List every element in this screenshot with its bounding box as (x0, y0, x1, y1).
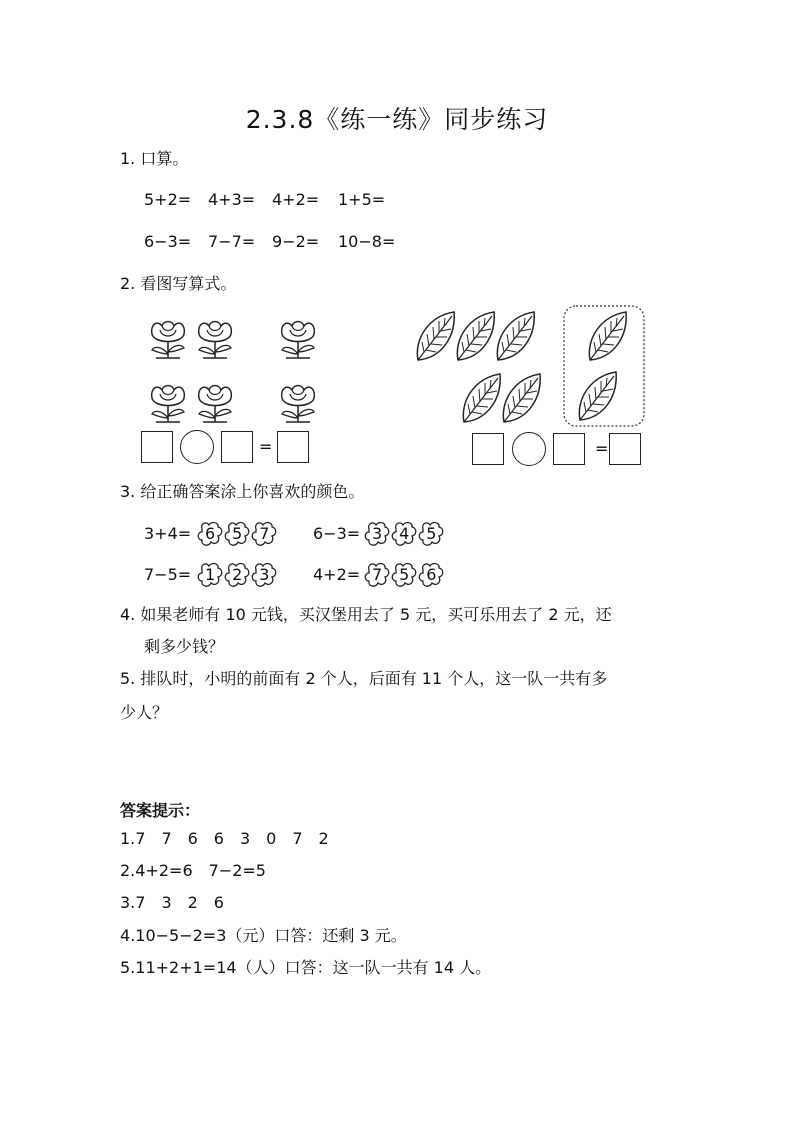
expr: 7−5= (144, 565, 192, 584)
flower-illustration (140, 318, 340, 428)
flower-icon (152, 322, 185, 359)
operator-circle[interactable] (180, 430, 214, 464)
question-2-label: 2. 看图写算式。 (120, 274, 237, 293)
flower-icon (199, 386, 232, 423)
answer-line: 5.11+2+1=14（人）口答：这一队一共有 14 人。 (120, 958, 492, 977)
answer-option[interactable]: 2 (226, 563, 248, 587)
answer-option[interactable]: 3 (253, 563, 275, 587)
answer-box[interactable] (609, 433, 641, 465)
expr: 1+5= (338, 190, 386, 209)
leaf-icon (503, 374, 540, 422)
question-1-label: 1. 口算。 (120, 149, 189, 168)
leaf-icon (457, 312, 494, 360)
answer-box[interactable] (141, 431, 173, 463)
answer-line: 2.4+2=6 7−2=5 (120, 861, 266, 880)
answer-option[interactable]: 6 (420, 563, 442, 587)
expr: 3+4= (144, 524, 192, 543)
answer-option[interactable]: 1 (199, 563, 221, 587)
leaf-icon (497, 312, 534, 360)
leaf-icon (417, 312, 454, 360)
expr: 4+2= (272, 190, 320, 209)
leaf-icon (589, 312, 626, 360)
expr: 7−7= (208, 232, 256, 251)
flower-icon (282, 322, 315, 359)
answers-heading: 答案提示： (120, 801, 201, 820)
answer-line: 4.10−5−2=3（元）口答：还剩 3 元。 (120, 926, 407, 945)
choice-row (144, 563, 275, 587)
mental-math-row-2 (144, 232, 395, 251)
answer-box[interactable] (553, 433, 585, 465)
choice-row (313, 522, 442, 546)
question-5-line-2: 少人？ (120, 703, 169, 722)
answer-box[interactable] (277, 431, 309, 463)
question-5-line-1: 5. 排队时，小明的前面有 2 个人，后面有 11 个人，这一队一共有多 (120, 669, 608, 688)
answer-option[interactable]: 7 (366, 563, 388, 587)
flower-icon (152, 386, 185, 423)
answer-option[interactable]: 6 (199, 522, 221, 546)
expr: 4+2= (313, 565, 361, 584)
answer-line: 1.7 7 6 6 3 0 7 2 (120, 829, 329, 848)
operator-circle[interactable] (512, 432, 546, 466)
answer-option[interactable]: 5 (420, 522, 442, 546)
answer-option[interactable]: 7 (253, 522, 275, 546)
choice-row (144, 522, 275, 546)
expr: 4+3= (208, 190, 256, 209)
expr: 5+2= (144, 190, 192, 209)
flower-icon (199, 322, 232, 359)
answer-option[interactable]: 5 (393, 563, 415, 587)
question-3-label: 3. 给正确答案涂上你喜欢的颜色。 (120, 482, 365, 501)
expr: 9−2= (272, 232, 320, 251)
flower-icon (282, 386, 315, 423)
answer-option[interactable]: 3 (366, 522, 388, 546)
expr: 6−3= (313, 524, 361, 543)
leaf-icon (463, 374, 500, 422)
question-4-line-2: 剩多少钱？ (144, 637, 225, 656)
answer-line: 3.7 3 2 6 (120, 893, 224, 912)
equals-sign: = (595, 439, 609, 458)
equals-sign: = (259, 437, 273, 456)
leaf-illustration (410, 302, 650, 432)
question-4-line-1: 4. 如果老师有 10 元钱，买汉堡用去了 5 元，买可乐用去了 2 元，还 (120, 605, 612, 624)
leaf-icon (579, 372, 616, 420)
answer-box[interactable] (221, 431, 253, 463)
mental-math-row-1 (144, 190, 385, 209)
choice-row (313, 563, 442, 587)
answer-box[interactable] (472, 433, 504, 465)
expr: 10−8= (338, 232, 396, 251)
expr: 6−3= (144, 232, 192, 251)
answer-option[interactable]: 5 (226, 522, 248, 546)
answer-option[interactable]: 4 (393, 522, 415, 546)
page-title: 2.3.8《练一练》同步练习 (245, 105, 549, 134)
